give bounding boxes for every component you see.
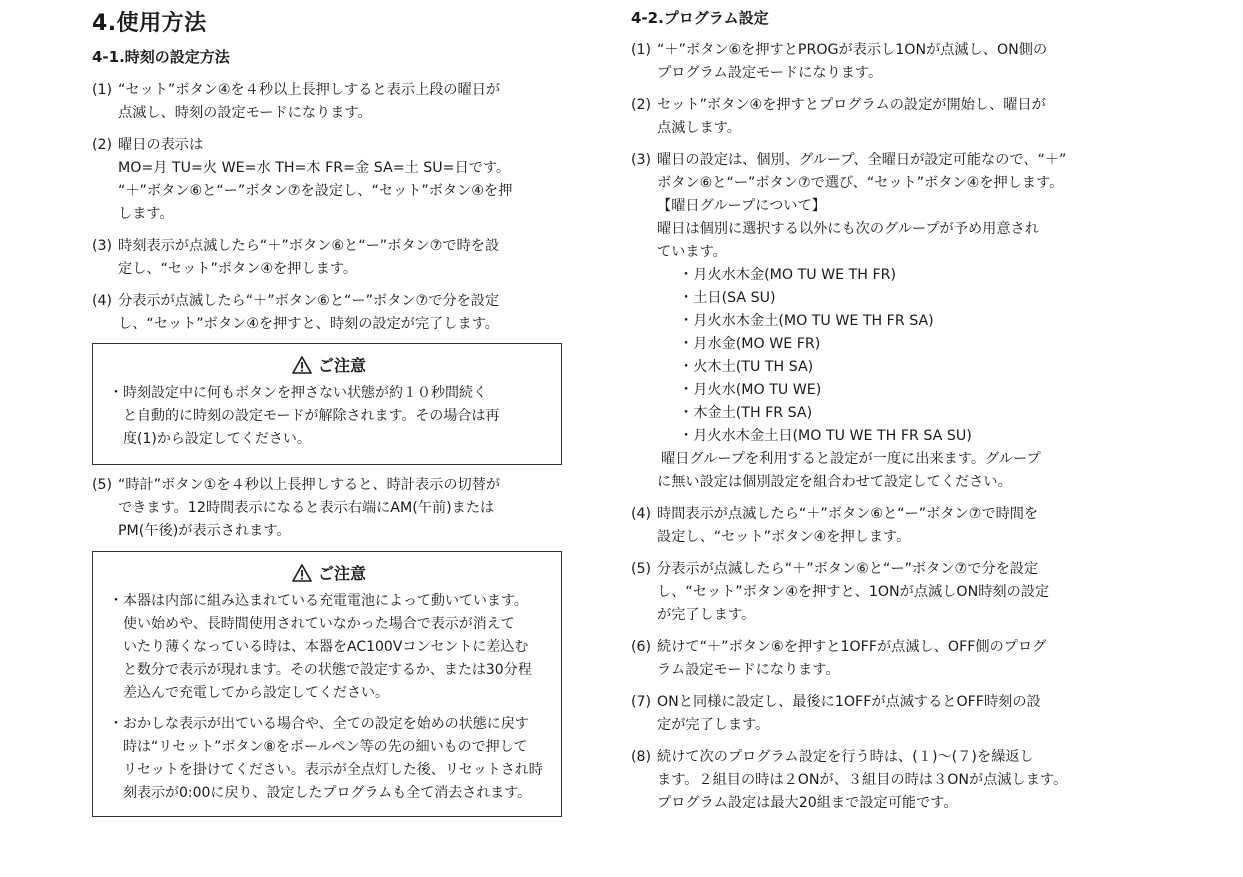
list-item: ・木金土(TH FR SA) xyxy=(679,405,813,421)
section-title-program-setting: 4-2.プログラム設定 xyxy=(631,9,769,27)
section-title-time-setting: 4-1.時刻の設定方法 xyxy=(92,48,230,66)
step-item: (8) 続けて次のプログラム設定を行う時は、(１)〜(７)を繰返し ます。２組目の時は２ONが、３組目の時は３ONが点滅します。 プログラム設定は最大20組まで設定可能です。 xyxy=(631,749,1068,811)
step-item: (5) 分表示が点滅したら“＋”ボタン⑥と“ー”ボタン⑦で分を設定 し、“セット”ボタン④を押すと、1ONが点滅しON時刻の設定 が完了します。 xyxy=(631,561,1050,623)
caution-box xyxy=(92,343,562,465)
list-item: ・月火水木金土日(MO TU WE TH FR SA SU) xyxy=(679,428,972,444)
step-item: (7) ONと同様に設定し、最後に1OFFが点滅するとOFF時刻の設 定が完了します。 xyxy=(631,694,1041,733)
step-item: (3) 曜日の設定は、個別、グループ、全曜日が設定可能なので、“＋” ボタン⑥と“ー”ボタン⑦で選び、“セット”ボタン④を押します。 【曜日グループについて】 曜日は個別に選択する以外にも次のグループが予め用意され ています。 ・月火水木金(MO TU WE TH FR) ・土日(SA SU) ・月火水木金土(MO TU WE TH FR SA) ・月水金(MO WE FR) ・火木土(TU TH SA) ・月火水(MO TU WE) ・木金土(TH FR SA) ・月火水木金土日(MO TU WE TH FR SA SU) 曜日グループを利用すると設定が一度に出来ます。グループ に無い設定は個別設定を組合わせて設定してください。 xyxy=(631,149,1111,494)
list-item: ・月火水(MO TU WE) xyxy=(679,382,822,398)
program-setting-steps xyxy=(631,39,1111,824)
clock-format-steps xyxy=(92,474,568,552)
step-item: (1) “＋”ボタン⑥を押すとPROGが表示し1ONが点滅し、ON側の プログラム設定モードになります。 xyxy=(631,42,1048,81)
caution-bullet: ・ 本器は内部に組み込まれている充電電池によって動いています。 使い始めや、長時間使用されていなかった場合で表示が消えて いたり薄くなっている時は、本器をAC100Vコンセントに差込む と数分で表示が現れます。その状態で設定するか、または30分程 差込んで充電してから設定してください。 xyxy=(109,593,532,701)
caution-bullet: ・ 時刻設定中に何もボタンを押さない状態が約１０秒間続く と自動的に時刻の設定モードが解除されます。その場合は再 度(1)から設定してください。 xyxy=(109,385,500,447)
list-item: ・火木土(TU TH SA) xyxy=(679,359,814,375)
step-item: (2) 曜日の表示は MO=月 TU=火 WE=水 TH=木 FR=金 SA=土 SU=日です。 “＋”ボタン⑥と“ー”ボタン⑦を設定し、“セット”ボタン④を押 します。 xyxy=(92,137,513,222)
time-setting-steps xyxy=(92,79,568,345)
caution-heading: ご注意 xyxy=(109,562,549,586)
step-item: (6) 続けて“＋”ボタン⑥を押すと1OFFが点滅し、OFF側のプログ ラム設定モードになります。 xyxy=(631,639,1047,678)
caution-bullet: ・ おかしな表示が出ている場合や、全ての設定を始めの状態に戻す 時は“リセット”ボタン⑧をボールペン等の先の細いもので押して リセットを掛けてください。表示が全点灯した後、リセットされ時 刻表示が0:00に戻り、設定したプログラムも全て消去されます。 xyxy=(109,716,543,801)
step-item: (5) “時計”ボタン①を４秒以上長押しすると、時計表示の切替が できます。12時間表示になると表示右端にAM(午前)または PM(午後)が表示されます。 xyxy=(92,477,501,539)
warning-icon xyxy=(292,356,312,374)
caution-heading: ご注意 xyxy=(109,354,549,378)
list-item: ・月火水木金(MO TU WE TH FR) xyxy=(679,267,897,283)
page-title: 4.使用方法 xyxy=(92,11,207,36)
step-item: (4) 分表示が点滅したら“＋”ボタン⑥と“ー”ボタン⑦で分を設定 し、“セット”ボタン④を押すと、時刻の設定が完了します。 xyxy=(92,293,500,332)
step-item: (1) “セット”ボタン④を４秒以上長押しすると表示上段の曜日が 点滅し、時刻の設定モードになります。 xyxy=(92,82,501,121)
step-item: (2) セット”ボタン④を押すとプログラムの設定が開始し、曜日が 点滅します。 xyxy=(631,97,1046,136)
step-item: (4) 時間表示が点滅したら“＋”ボタン⑥と“ー”ボタン⑦で時間を 設定し、“セット”ボタン④を押します。 xyxy=(631,506,1039,545)
step-item: (3) 時刻表示が点滅したら“＋”ボタン⑥と“ー”ボタン⑦で時を設 定し、“セット”ボタン④を押します。 xyxy=(92,238,500,277)
list-item: ・土日(SA SU) xyxy=(679,290,776,306)
list-item: ・月水金(MO WE FR) xyxy=(679,336,821,352)
warning-icon xyxy=(292,564,312,582)
caution-box xyxy=(92,551,562,817)
list-item: ・月火水木金土(MO TU WE TH FR SA) xyxy=(679,313,934,329)
weekday-group-list xyxy=(657,264,1111,448)
